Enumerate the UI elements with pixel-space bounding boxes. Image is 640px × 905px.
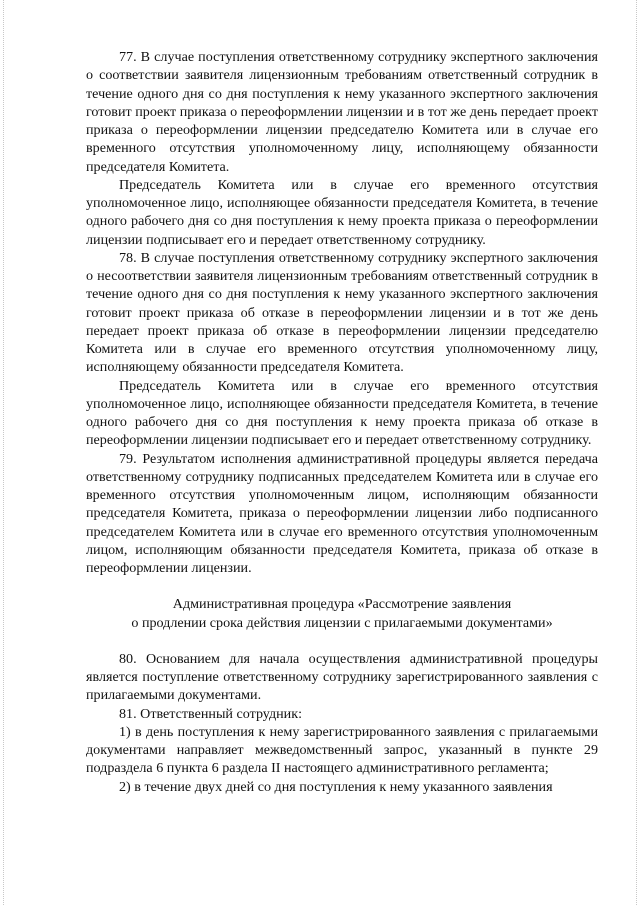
paragraph-81-item-1: 1) в день поступления к нему зарегистрированного заявления с прилагаемыми документами направляет межведомственный запрос, указанный в пункте 29 подраздела 6 пункта 6 раздела II настоящего административного регламента; <box>86 723 598 777</box>
section-heading-line-2: о продлении срока действия лицензии с прилагаемыми документами» <box>131 614 553 631</box>
scan-edge-right <box>636 0 637 905</box>
paragraph-78-chairman: Председатель Комитета или в случае его временного отсутствия уполномоченное лицо, исполняющее обязанности председателя Комитета, в течение одного рабочего дня со дня поступления к нему проекта приказа об отказе в переоформлении лицензии подписывает его и передает ответственному сотруднику. <box>86 377 598 449</box>
spacer <box>86 577 598 595</box>
paragraph-80: 80. Основанием для начала осуществления административной процедуры является поступление ответственному сотруднику зарегистрированного заявления с прилагаемыми документами. <box>86 650 598 704</box>
section-heading-line-1: Административная процедура «Рассмотрение заявления <box>172 596 512 613</box>
section-heading <box>86 595 598 632</box>
paragraph-79: 79. Результатом исполнения административной процедуры является передача ответственному сотруднику подписанных председателем Комитета или в случае его временного отсутствия уполномоченным лицом, исполняющим обязанности председателя Комитета, приказа о переоформлении лицензии либо подписанного председателем Комитета или в случае его временного отсутствия уполномоченным лицом, исполняющим обязанности председателя Комитета, приказа об отказе в переоформлении лицензии. <box>86 450 598 576</box>
paragraph-77: 77. В случае поступления ответственному сотруднику экспертного заключения о соответствии заявителя лицензионным требованиям ответственный сотрудник в течение одного дня со дня поступления к нему указанного экспертного заключения готовит проект приказа о переоформлении лицензии и в тот же день передает проект приказа о переоформлении лицензии председателю Комитета или в случае его временного отсутствия уполномоченному лицу, исполняющему обязанности председателя Комитета. <box>86 49 598 175</box>
paragraph-81-item-2: 2) в течение двух дней со дня поступления к нему указанного заявления <box>119 778 553 795</box>
paragraph-77-chairman: Председатель Комитета или в случае его временного отсутствия уполномоченное лицо, исполняющее обязанности председателя Комитета, в течение одного рабочего дня со дня поступления к нему проекта приказа о переоформлении лицензии подписывает его и передает ответственному сотруднику. <box>86 176 598 248</box>
paragraph-81: 81. Ответственный сотрудник: <box>119 705 302 722</box>
scan-edge-left <box>3 0 4 905</box>
spacer <box>86 632 598 650</box>
paragraph-78: 78. В случае поступления ответственному сотруднику экспертного заключения о несоответствии заявителя лицензионным требованиям ответственный сотрудник в течение одного дня со дня поступления к нему указанного экспертного заключения готовит проект приказа об отказе в переоформлении лицензии и в тот же день передает проект приказа об отказе в переоформлении лицензии председателю Комитета или в случае его временного отсутствия уполномоченному лицу, исполняющему обязанности председателя Комитета. <box>86 249 598 376</box>
